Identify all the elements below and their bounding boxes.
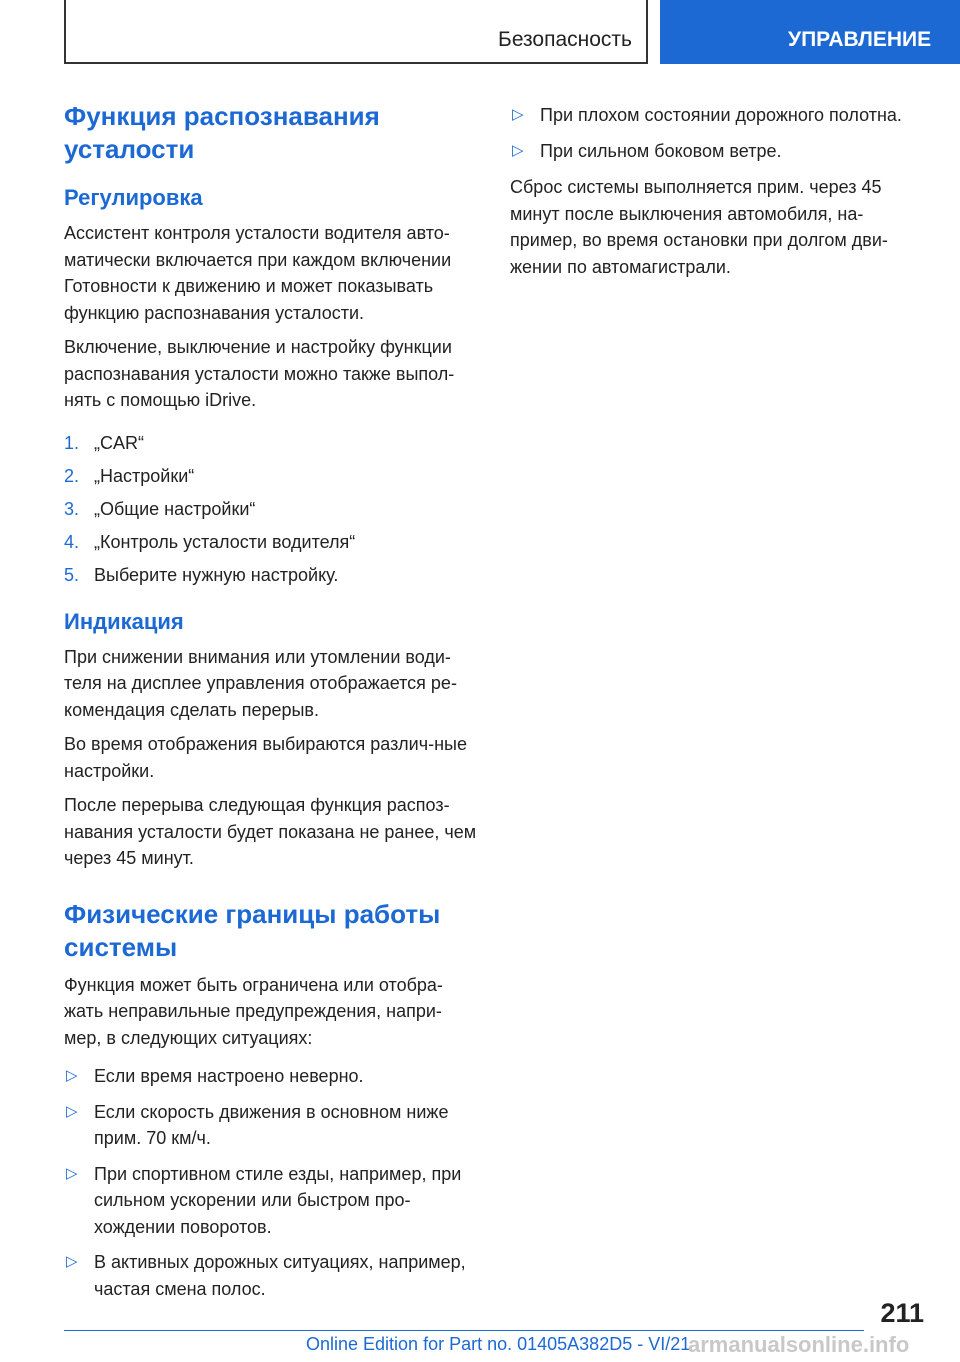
bullet-item: [64, 1249, 478, 1302]
step-item: [64, 463, 478, 489]
paragraph: Функция может быть ограничена или отобра-жать неправильные предупреждения, напри-мер, в следующих ситуациях:: [64, 974, 443, 1048]
step-number: 1.: [64, 432, 80, 453]
step-item: [64, 529, 478, 555]
bullet-item: [510, 102, 924, 129]
paragraph: При снижении внимания или утомлении води-теля на дисплее управления отображается ре-комендация сделать перерыв.: [64, 646, 457, 720]
paragraph-reset: Сброс системы выполняется прим. через 45 минут после выключения автомобиля, на-пример, во время остановки при долгом дви-жении по автомагистрали.: [510, 177, 888, 277]
watermark-text: armanualsonline.info: [688, 1332, 910, 1357]
step-text: „Общие настройки“: [94, 498, 256, 519]
triangle-bullet-icon: ▷: [66, 1253, 78, 1270]
bullet-text: Если скорость движения в основном ниже прим. 70 км/ч.: [94, 1101, 449, 1148]
bullet-text: В активных дорожных ситуациях, например, частая смена полос.: [94, 1252, 466, 1299]
step-number: 2.: [64, 465, 80, 486]
subtitle-indication: Индикация: [64, 608, 184, 634]
step-number: 3.: [64, 498, 80, 519]
triangle-bullet-icon: ▷: [66, 1164, 78, 1182]
step-item: [64, 562, 478, 588]
section-title-limits: Физические границы работы системы: [64, 898, 441, 962]
header-section-title: Безопасность: [498, 28, 632, 51]
triangle-bullet-icon: ▷: [512, 106, 524, 123]
bullet-text: При сильном боковом ветре.: [540, 140, 782, 161]
step-text: Выберите нужную настройку.: [94, 564, 339, 585]
page-number: 211: [880, 1298, 924, 1328]
triangle-bullet-icon: ▷: [512, 141, 524, 159]
paragraph: Ассистент контроля усталости водителя авто-матически включается при каждом включении Готовности к движению и может показывать функцию распознавания усталости.: [64, 223, 452, 323]
step-item: [64, 430, 478, 456]
triangle-bullet-icon: ▷: [66, 1067, 78, 1084]
right-column: [510, 102, 924, 288]
bullet-item: [64, 1161, 478, 1241]
header-section-box: [64, 0, 648, 64]
step-number: 5.: [64, 564, 80, 585]
bullet-text: При плохом состоянии дорожного полотна.: [540, 105, 902, 125]
paragraph: После перерыва следующая функция распоз-навания усталости будет показана не ранее, чем через 45 минут.: [64, 795, 477, 868]
subtitle-adjustment: Регулировка: [64, 185, 203, 210]
section-title-fatigue: Функция распознавания усталости: [64, 101, 380, 164]
step-number: 4.: [64, 531, 80, 552]
limits-bullet-list: [64, 1063, 478, 1302]
paragraph: Включение, выключение и настройку функции распознавания усталости можно также выпол-нять с помощью iDrive.: [64, 337, 455, 410]
left-column: [64, 100, 478, 1312]
step-text: „Контроль усталости водителя“: [94, 531, 356, 552]
step-item: [64, 496, 478, 522]
bullet-text: При спортивном стиле езды, например, при сильном ускорении или быстром про-хождении поворотов.: [94, 1163, 462, 1237]
bullet-item: [64, 1099, 478, 1152]
footer-divider: [64, 1330, 864, 1331]
paragraph: Во время отображения выбираются различ-ные настройки.: [64, 734, 467, 781]
step-text: „CAR“: [94, 432, 144, 453]
step-text: „Настройки“: [94, 465, 195, 486]
header-chapter-tab: УПРАВЛЕНИЕ: [660, 0, 960, 64]
footer-edition: Online Edition for Part no. 01405A382D5 - VI/21: [306, 1334, 691, 1354]
bullet-item: [510, 138, 924, 165]
steps-list: [64, 430, 478, 588]
bullet-item: [64, 1063, 478, 1090]
limits-bullet-list-continued: [510, 102, 924, 164]
bullet-text: Если время настроено неверно.: [94, 1066, 364, 1086]
triangle-bullet-icon: ▷: [66, 1102, 78, 1120]
